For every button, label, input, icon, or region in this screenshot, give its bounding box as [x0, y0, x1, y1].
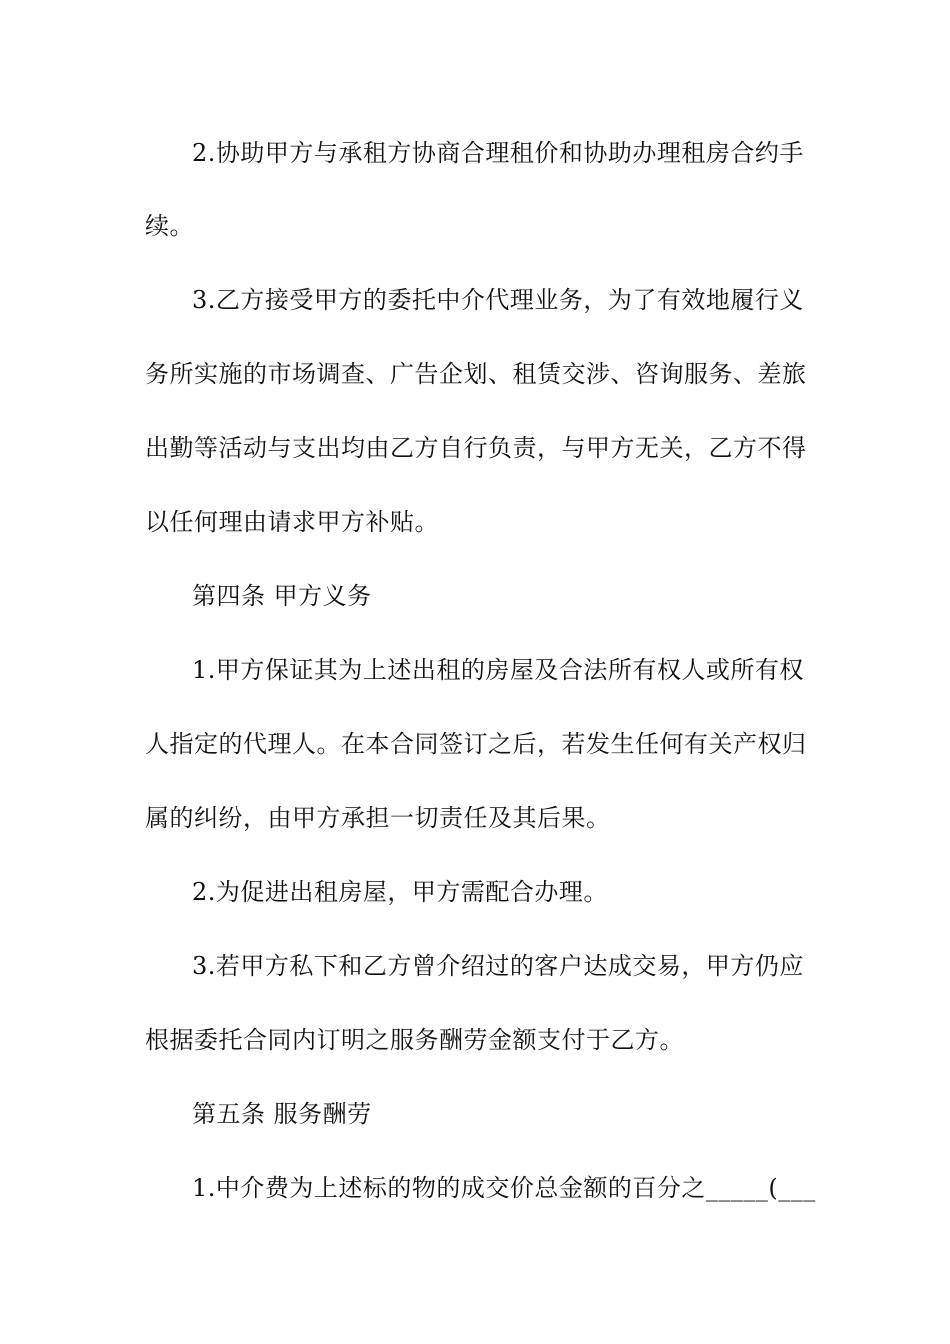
paragraph-line: 以任何理由请求甲方补贴。: [145, 508, 439, 536]
paragraph-line: 根据委托合同内订明之服务酬劳金额支付于乙方。: [145, 1026, 684, 1054]
paragraph-line: 人指定的代理人。在本合同签订之后，若发生任何有关产权归: [145, 730, 807, 758]
paragraph-line: 1.中介费为上述标的物的成交价总金额的百分之_____(___: [192, 1174, 816, 1202]
paragraph-line: 出勤等活动与支出均由乙方自行负责，与甲方无关，乙方不得: [145, 434, 807, 462]
section-heading: 第四条 甲方义务: [192, 582, 372, 610]
paragraph-line: 3.乙方接受甲方的委托中介代理业务，为了有效地履行义: [192, 286, 804, 314]
section-heading: 第五条 服务酬劳: [192, 1100, 372, 1128]
paragraph-line: 2.为促进出租房屋，甲方需配合办理。: [192, 878, 608, 906]
paragraph-line: 2.协助甲方与承租方协商合理租价和协助办理租房合约手: [192, 139, 804, 167]
paragraph-line: 务所实施的市场调查、广告企划、租赁交涉、咨询服务、差旅: [145, 360, 807, 388]
paragraph-line: 续。: [145, 212, 194, 240]
paragraph-line: 1.甲方保证其为上述出租的房屋及合法所有权人或所有权: [192, 656, 804, 684]
paragraph-line: 属的纠纷，由甲方承担一切责任及其后果。: [145, 804, 611, 832]
paragraph-line: 3.若甲方私下和乙方曾介绍过的客户达成交易，甲方仍应: [192, 952, 804, 980]
